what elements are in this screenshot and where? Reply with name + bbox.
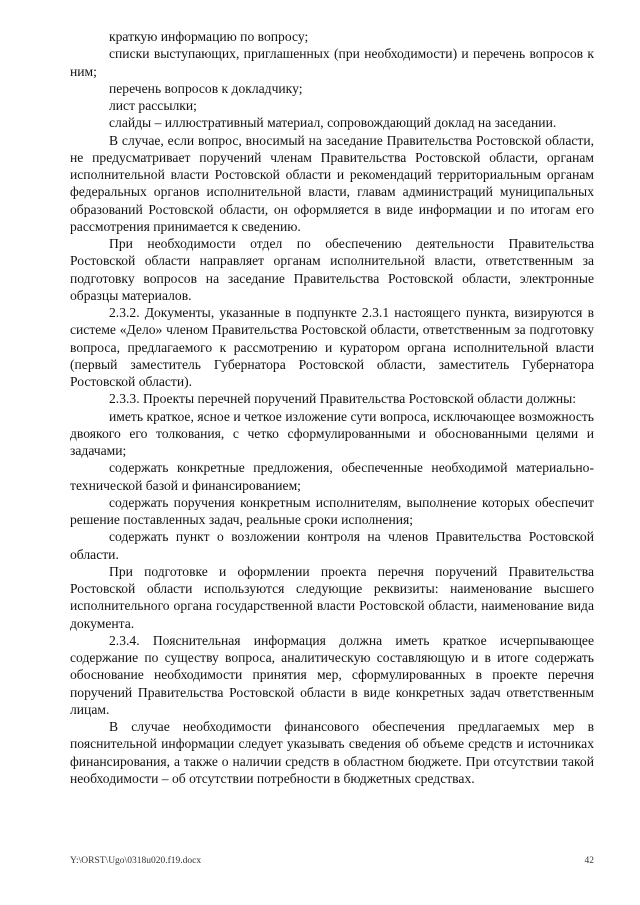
document-body: [70, 28, 594, 787]
paragraph: В случае, если вопрос, вносимый на заседание Правительства Ростовской области, не предусматривает поручений членам Правительства Ростовской области, органам исполнительной власти Ростовской области и рекомендаций территориальным органам федеральных органов исполнительной власти, главам администраций муниципальных образований Ростовской области, он оформляется в виде информации и по итогам его рассмотрения принимается к сведению.: [70, 132, 594, 234]
paragraph: 2.3.4. Пояснительная информация должна иметь краткое исчерпывающее содержание по существу вопроса, аналитическую составляющую и в итоге содержать обоснование необходимости принятия мер, сформулированных в проекте перечня поручений Правительства Ростовской области в виде конкретных задач ответственным лицам.: [70, 632, 594, 717]
paragraph: В случае необходимости финансового обеспечения предлагаемых мер в пояснительной информации следует указывать сведения об объеме средств и источниках финансирования, а также о наличии средств в областном бюджете. При отсутствии такой необходимости – об отсутствии потребности в бюджетных средствах.: [70, 719, 594, 786]
paragraph: содержать конкретные предложения, обеспеченные необходимой материально-технической базой и финансированием;: [70, 460, 594, 493]
paragraph: иметь краткое, ясное и четкое изложение сути вопроса, исключающее возможность двоякого его толкования, с четко сформулированными и обоснованными целями и задачами;: [70, 408, 594, 458]
paragraph: перечень вопросов к докладчику;: [109, 80, 303, 96]
paragraph: При подготовке и оформлении проекта перечня поручений Правительства Ростовской области используются следующие реквизиты: наименование высшего исполнительного органа государственной власти Ростовской области, наименование вида документа.: [70, 563, 594, 631]
paragraph: списки выступающих, приглашенных (при необходимости) и перечень вопросов к ним;: [70, 46, 594, 79]
page-footer: [70, 856, 594, 866]
paragraph: краткую информацию по вопросу;: [109, 29, 309, 44]
paragraph: 2.3.2. Документы, указанные в подпункте 2.3.1 настоящего пункта, визируются в системе «Дело» членом Правительства Ростовской области, ответственным за подготовку вопроса, предлагаемого к рассмотрению и куратором органа исполнительной власти (первый заместитель Губернатора Ростовской области, заместитель Губернатора Ростовской области).: [70, 305, 594, 389]
paragraph: содержать пункт о возложении контроля на членов Правительства Ростовской области.: [70, 529, 594, 562]
paragraph: При необходимости отдел по обеспечению деятельности Правительства Ростовской области направляет органам исполнительной власти, ответственным за подготовку вопросов на заседание Правительства Ростовской области, электронные образцы материалов.: [70, 236, 594, 303]
paragraph: лист рассылки;: [109, 98, 197, 113]
page-number: 42: [584, 856, 594, 866]
paragraph: содержать поручения конкретным исполнителям, выполнение которых обеспечит решение поставленных задач, реальные сроки исполнения;: [70, 494, 594, 527]
paragraph: слайды – иллюстративный материал, сопровождающий доклад на заседании.: [109, 115, 557, 131]
paragraph: 2.3.3. Проекты перечней поручений Правительства Ростовской области должны:: [109, 391, 577, 407]
footer-file-path: Y:\ORST\Ugo\0318u020.f19.docx: [70, 856, 202, 866]
